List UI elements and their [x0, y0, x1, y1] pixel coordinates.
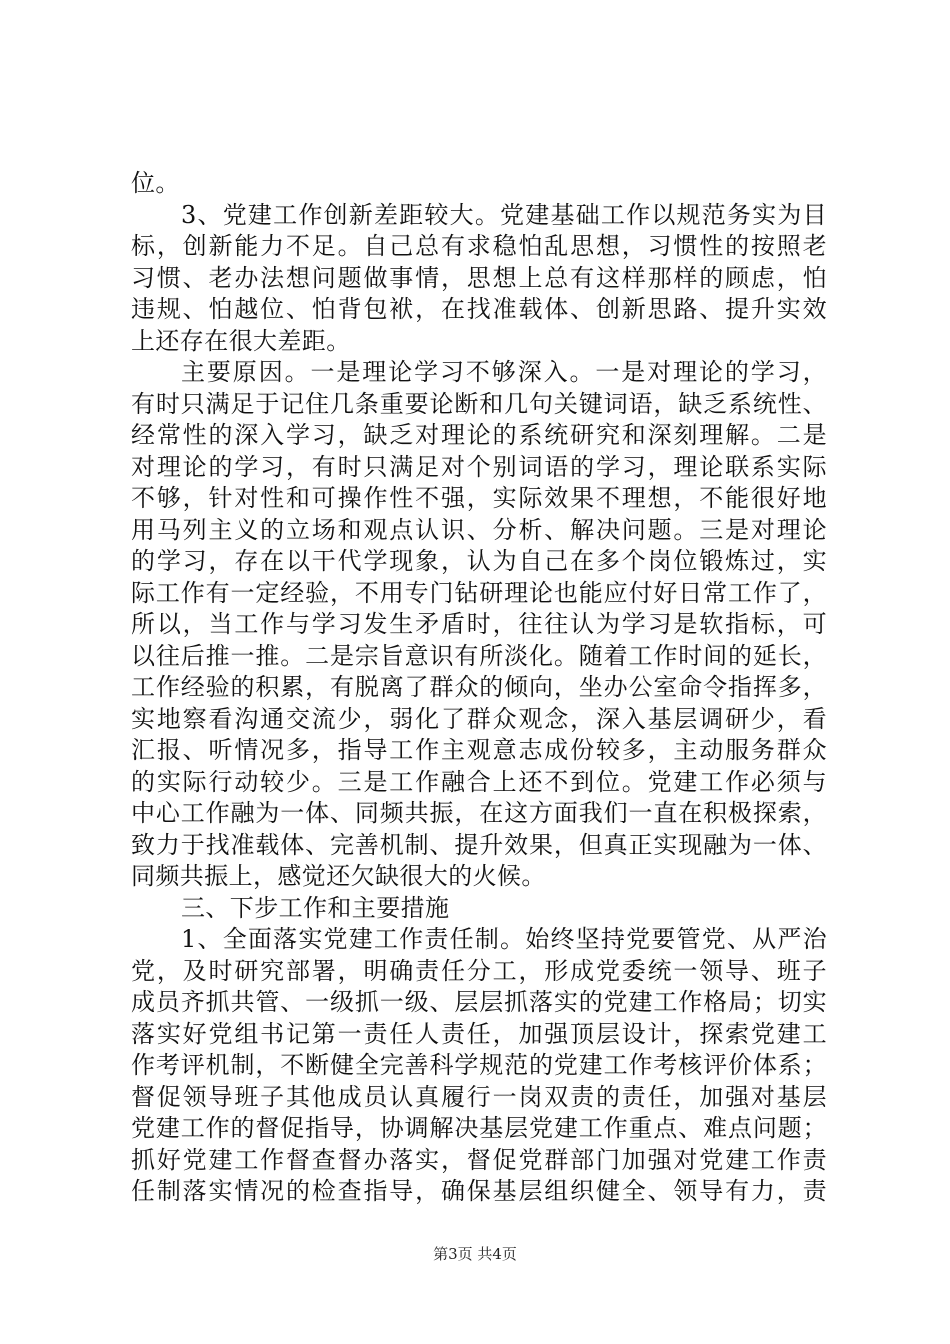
text-line: 用马列主义的立场和观点认识、分析、解决问题。三是对理论	[131, 515, 827, 544]
text-line: 工作经验的积累，有脱离了群众的倾向，坐办公室命令指挥多，	[131, 673, 827, 701]
section-heading: 三、下步工作和主要措施	[181, 893, 450, 922]
document-body	[131, 168, 827, 1208]
text-line: 党建工作的督促指导，协调解决基层党建工作重点、难点问题；	[131, 1114, 827, 1142]
text-line: 3、党建工作创新差距较大。党建基础工作以规范务实为目	[181, 200, 827, 229]
text-line: 作考评机制，不断健全完善科学规范的党建工作考核评价体系；	[131, 1051, 827, 1079]
text-line: 标，创新能力不足。自己总有求稳怕乱思想，习惯性的按照老	[131, 232, 827, 260]
page-number: 第3页 共4页	[433, 1245, 517, 1263]
text-line: 以往后推一推。二是宗旨意识有所淡化。随着工作时间的延长，	[131, 641, 827, 670]
text-line: 有时只满足于记住几条重要论断和几句关键词语，缺乏系统性、	[131, 389, 827, 418]
text-line: 落实好党组书记第一责任人责任，加强顶层设计，探索党建工	[131, 1019, 827, 1048]
text-line: 中心工作融为一体、同频共振，在这方面我们一直在积极探索，	[131, 799, 827, 827]
text-line: 同频共振上，感觉还欠缺很大的火候。	[131, 862, 546, 890]
text-line: 不够，针对性和可操作性不强，实际效果不理想，不能很好地	[131, 484, 827, 512]
text-line: 位。	[131, 169, 180, 197]
text-line: 实地察看沟通交流少，弱化了群众观念，深入基层调研少，看	[131, 704, 827, 733]
text-line: 所以，当工作与学习发生矛盾时，往往认为学习是软指标，可	[131, 610, 827, 638]
text-line: 成员齐抓共管、一级抓一级、层层抓落实的党建工作格局；切实	[131, 988, 827, 1016]
text-line: 督促领导班子其他成员认真履行一岗双责的责任，加强对基层	[131, 1082, 827, 1111]
text-line: 的学习，存在以干代学现象，认为自己在多个岗位锻炼过，实	[131, 547, 827, 575]
text-line: 1、全面落实党建工作责任制。始终坚持党要管党、从严治	[181, 925, 827, 953]
text-line: 致力于找准载体、完善机制、提升效果，但真正实现融为一体、	[131, 830, 827, 859]
text-line: 汇报、听情况多，指导工作主观意志成份较多，主动服务群众	[131, 736, 827, 764]
text-line: 主要原因。一是理论学习不够深入。一是对理论的学习，	[181, 358, 827, 386]
text-line: 际工作有一定经验，不用专门钻研理论也能应付好日常工作了，	[131, 578, 827, 607]
text-line: 的实际行动较少。三是工作融合上还不到位。党建工作必须与	[131, 767, 827, 796]
text-line: 对理论的学习，有时只满足对个别词语的学习，理论联系实际	[131, 452, 827, 481]
text-line: 党，及时研究部署，明确责任分工，形成党委统一领导、班子	[131, 956, 827, 985]
text-line: 经常性的深入学习，缺乏对理论的系统研究和深刻理解。二是	[131, 421, 827, 449]
text-line: 抓好党建工作督查督办落实，督促党群部门加强对党建工作责	[131, 1145, 827, 1174]
text-line: 习惯、老办法想问题做事情，思想上总有这样那样的顾虑，怕	[131, 263, 827, 292]
text-line: 上还存在很大差距。	[131, 326, 351, 355]
text-line: 违规、怕越位、怕背包袱，在找准载体、创新思路、提升实效	[131, 295, 827, 323]
text-line: 任制落实情况的检查指导，确保基层组织健全、领导有力，责	[131, 1177, 827, 1205]
